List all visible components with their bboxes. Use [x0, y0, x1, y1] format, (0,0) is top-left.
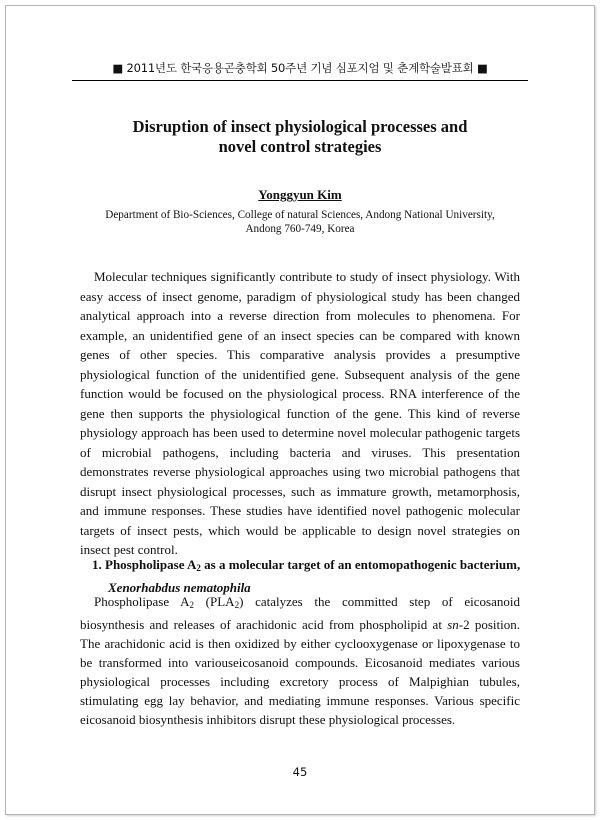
author-name: Yonggyun Kim: [258, 187, 342, 202]
affiliation: [100, 208, 500, 236]
section-heading: [92, 555, 532, 597]
body-text-3: ) catalyzes the committed step of eicosanoid biosynthesis and releases of arachidonic acid from phospholipid at: [80, 594, 520, 632]
header-rule: [72, 80, 528, 81]
running-header: ■ 2011년도 한국응용곤충학회 50주년 기념 심포지엄 및 춘계학술발표회 ■: [112, 61, 488, 75]
title-line-2: novel control strategies: [218, 137, 382, 156]
body-text-4: -2 position. The arachidonic acid is then oxidized by either cyclooxygenase or lipoxygenase to be transformed into variouseicosanoid compounds. Eicosanoid mediates various physiological processes including excretory process of Malpighian tubules, stimulating egg lay behavior, and mediating immune responses. Various specific eicosanoid biosynthesis inhibitors disrupt these physiological processes.: [80, 617, 520, 727]
body-subscript-1: 2: [189, 600, 194, 610]
affiliation-line-2: Andong 760-749, Korea: [245, 223, 355, 235]
body-text-1: Phospholipase A: [94, 594, 190, 609]
section-body-paragraph: [80, 592, 520, 729]
body-italic-sn: sn: [447, 617, 459, 632]
affiliation-line-1: Department of Bio-Sciences, College of natural Sciences, Andong National University,: [105, 209, 495, 221]
page-number: 45: [292, 765, 308, 779]
body-text-2: (PLA: [193, 594, 235, 609]
paper-title: [80, 117, 520, 157]
section-heading-text-2: as a molecular target of an entomopathogenic bacterium,: [200, 557, 521, 572]
section-number: 1.: [92, 557, 102, 572]
section-heading-subscript: 2: [196, 563, 201, 573]
body-subscript-2: 2: [234, 600, 240, 610]
title-line-1: Disruption of insect physiological processes and: [132, 117, 468, 136]
abstract-paragraph: Molecular techniques significantly contribute to study of insect physiology. With easy access of insect genome, paradigm of physiological study has been changed analytical approach into a reverse direction from molecules to phenomena. For example, an unidentified gene of an insect species can be compared with known genes of other species. This comparative analysis provides a presumptive physiological function of the unidentified gene. Subsequent analysis of the gene function would be focused on the physiological process. RNA interference of the gene then supports the physiological function of the gene. This kind of reverse physiology approach has been used to determine novel molecular pathogenic targets of microbial pathogens, including bacteria and viruses. This presentation demonstrates reverse physiological approaches using two microbial pathogens that disrupt insect physiological processes, such as immature growth, metamorphosis, and immune responses. These studies have identified novel pathogenic molecular targets of insect pests, which would be applicable to design novel strategies on insect pest control.: [80, 269, 520, 557]
section-heading-species: Xenorhabdus nematophila: [108, 580, 251, 595]
section-heading-text-1: Phospholipase A: [105, 557, 197, 572]
